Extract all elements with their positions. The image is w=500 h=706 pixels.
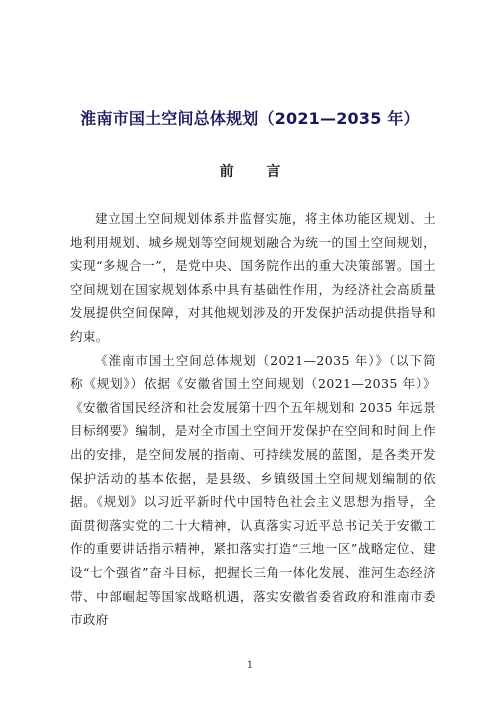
document-title: 淮南市国土空间总体规划（2021—2035 年） xyxy=(80,109,420,128)
page-number: 1 xyxy=(246,660,254,671)
paragraph: 建立国土空间规划体系并监督实施，将主体功能区规划、土地利用规划、城乡规划等空间规划融合为统一的国土空间规划，实现“多规合一”，是党中央、国务院作出的重大决策部署。国土空间规划在国家规划体系中具有基础性作用，为经济社会高质量发展提供空间保障，对其他规划涉及的开发保护活动提供指导和约束。 xyxy=(70,211,436,344)
document-body xyxy=(70,207,436,632)
preface-heading: 前 言 xyxy=(219,164,295,180)
paragraph: 《淮南市国土空间总体规划（2021—2035 年）》（以下简称《规划》）依据《安徽省国土空间规划（2021—2035 年）》《安徽省国民经济和社会发展第十四个五年规划和 2035 年远景目标纲要》编制，是对全市国土空间开发保护在空间和时间上作出的安排，是空间发展的指南、可持续发展的蓝图，是各类开发保护活动的基本依据，是县级、乡镇级国土空间规划编制的依据。《规划》以习近平新时代中国特色社会主义思想为指导，全面贯彻落实党的二十大精神，认真落实习近平总书记关于安徽工作的重要讲话指示精神，紧扣落实打造“三地一区”战略定位、建设“七个强省”奋斗目标，把握长三角一体化发展、淮河生态经济带、中部崛起等国家战略机遇，落实安徽省委省政府和淮南市委市政府 xyxy=(70,352,436,628)
